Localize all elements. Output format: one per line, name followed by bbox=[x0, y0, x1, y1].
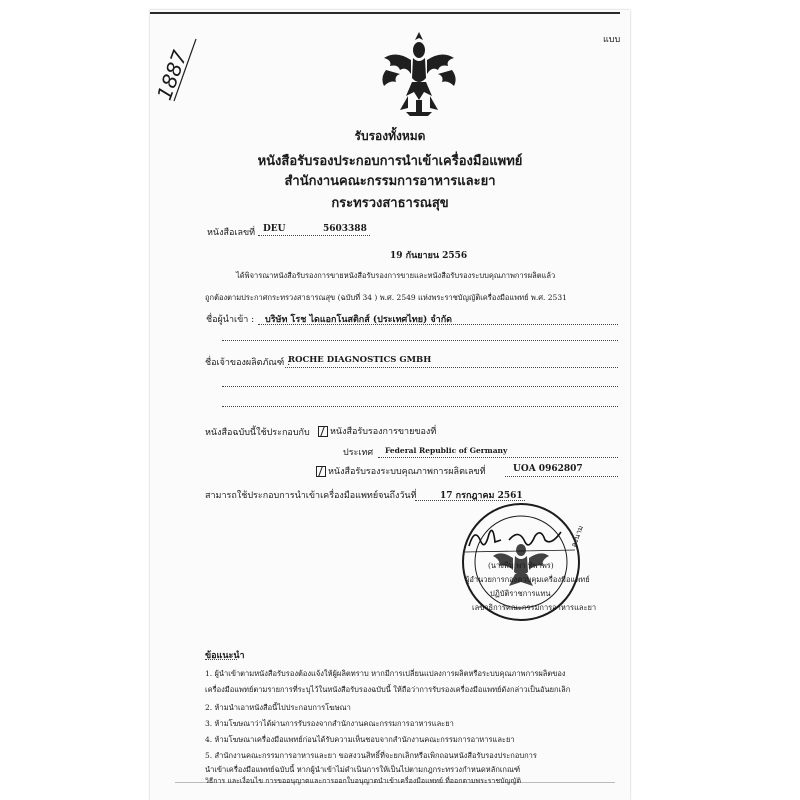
qms-dotline bbox=[505, 476, 618, 477]
signature-caption: ลงนาม bbox=[568, 524, 586, 549]
manufacturer-name: ROCHE DIAGNOSTICS GMBH bbox=[288, 355, 432, 365]
signer-acting-for: ปฏิบัติราชการแทน bbox=[490, 589, 551, 598]
notes-underline bbox=[205, 659, 237, 660]
form-code: แบบ bbox=[603, 35, 621, 45]
docs-item-1: หนังสือรับรองการขายของที่ bbox=[318, 424, 436, 438]
ref-dotline bbox=[258, 235, 370, 236]
note-item: เครื่องมือแพทย์ตามรายการที่ระบุไว้ในหนังสือรับรองฉบับนี้ ให้ถือว่าการรับรองเครื่องมือแพทย์ดังกล่าวเป็นอันยกเลิก bbox=[205, 685, 571, 694]
note-item: 1. ผู้นำเข้าตามหนังสือรับรองต้องแจ้งให้ผู้ผลิตทราบ หากมีการเปลี่ยนแปลงการผลิตหรือระบบคุณภาพการผลิตของ bbox=[205, 669, 566, 678]
checkbox-checked-icon bbox=[318, 426, 328, 437]
ref-prefix: DEU bbox=[263, 224, 286, 234]
docs-label: หนังสือฉบับนี้ใช้ประกอบกับ bbox=[205, 428, 310, 438]
manufacturer-dotline bbox=[285, 367, 618, 368]
notes-title: ข้อแนะนำ bbox=[205, 651, 245, 661]
garuda-emblem-icon bbox=[378, 30, 460, 120]
certificate-title: หนังสือรับรองประกอบการนำเข้าเครื่องมือแพทย์ bbox=[257, 154, 523, 169]
note-item: 5. สำนักงานคณะกรรมการอาหารและยา ขอสงวนสิทธิ์ที่จะยกเลิกหรือเพิกถอนหนังสือรับรองประกอบการ bbox=[205, 751, 537, 760]
header-line-1: รับรองทั้งหมด bbox=[354, 129, 426, 143]
manufacturer-label: ชื่อเจ้าของผลิตภัณฑ์ : bbox=[205, 358, 291, 368]
signer-position: ผู้อำนวยการกองควบคุมเครื่องมือแพทย์ bbox=[465, 575, 590, 584]
docs-item-2: หนังสือรับรองระบบคุณภาพการผลิตเลขที่ bbox=[316, 464, 486, 478]
qms-number: UOA 0962807 bbox=[513, 464, 583, 474]
signature-icon bbox=[465, 520, 585, 560]
handwritten-number: 1887 bbox=[152, 47, 192, 104]
body-line-2: ถูกต้องตามประกาศกระทรวงสาธารณสุข (ฉบับที่ 34 ) พ.ศ. 2549 แห่งพระราชบัญญัติเครื่องมือแพทย์ พ.ศ. 2531 bbox=[205, 293, 567, 302]
checkbox-checked-icon bbox=[316, 466, 326, 477]
issue-date: 19 กันยายน 2556 bbox=[390, 251, 468, 261]
importer-label: ชื่อผู้นำเข้า : bbox=[206, 315, 255, 325]
valid-until-label: สามารถใช้ประกอบการนำเข้าเครื่องมือแพทย์จนถึงวันที่ bbox=[205, 491, 417, 501]
agency-name: สำนักงานคณะกรรมการอาหารและยา bbox=[284, 174, 496, 189]
note-item: 2. ห้ามนำเอาหนังสือนี้ไปประกอบการโฆษณา bbox=[205, 703, 351, 712]
country-value: Federal Republic of Germany bbox=[385, 446, 508, 455]
note-item: วิธีการ และเงื่อนไข การขออนุญาตและการออกใบอนุญาตนำเข้าเครื่องมือแพทย์ ที่ออกตามพระราชบัญญัติ bbox=[205, 777, 522, 785]
ref-number: 5603388 bbox=[323, 224, 367, 234]
note-item: 4. ห้ามโฆษณาเครื่องมือแพทย์ก่อนได้รับความเห็นชอบจากสำนักงานคณะกรรมการอาหารและยา bbox=[205, 735, 515, 744]
blank-dotline-3 bbox=[222, 406, 618, 407]
note-item: นำเข้าเครื่องมือแพทย์ฉบับนี้ หากผู้นำเข้าไม่ดำเนินการให้เป็นไปตามกฎกระทรวงกำหนดหลักเกณฑ์ bbox=[205, 765, 521, 774]
body-line-1: ได้พิจารณาหนังสือรับรองการขายหนังสือรับรองการขายและหนังสือรับรองระบบคุณภาพการผลิตแล้ว bbox=[236, 271, 556, 280]
handwritten-mark bbox=[168, 35, 208, 110]
importer-dotline bbox=[258, 324, 618, 325]
note-item: 3. ห้ามโฆษณาว่าได้ผ่านการรับรองจากสำนักงานคณะกรรมการอาหารและยา bbox=[205, 719, 454, 728]
scan-top-edge bbox=[150, 12, 620, 14]
country-dotline bbox=[378, 457, 618, 458]
blank-dotline-1 bbox=[222, 340, 618, 341]
signer-name: (นางพิม พา ทิพาพร) bbox=[488, 561, 554, 570]
importer-name: บริษัท โรช ไดแอกโนสติกส์ (ประเทศไทย) จำกัด bbox=[265, 315, 452, 325]
ministry-name: กระทรวงสาธารณสุข bbox=[331, 196, 449, 211]
valid-until-date: 17 กรกฎาคม 2561 bbox=[440, 491, 523, 501]
signer-title: เลขาธิการคณะกรรมการอาหารและยา bbox=[472, 603, 597, 612]
country-label: ประเทศ bbox=[343, 448, 374, 458]
ref-label: หนังสือเลขที่ bbox=[207, 228, 256, 238]
blank-dotline-2 bbox=[222, 386, 618, 387]
